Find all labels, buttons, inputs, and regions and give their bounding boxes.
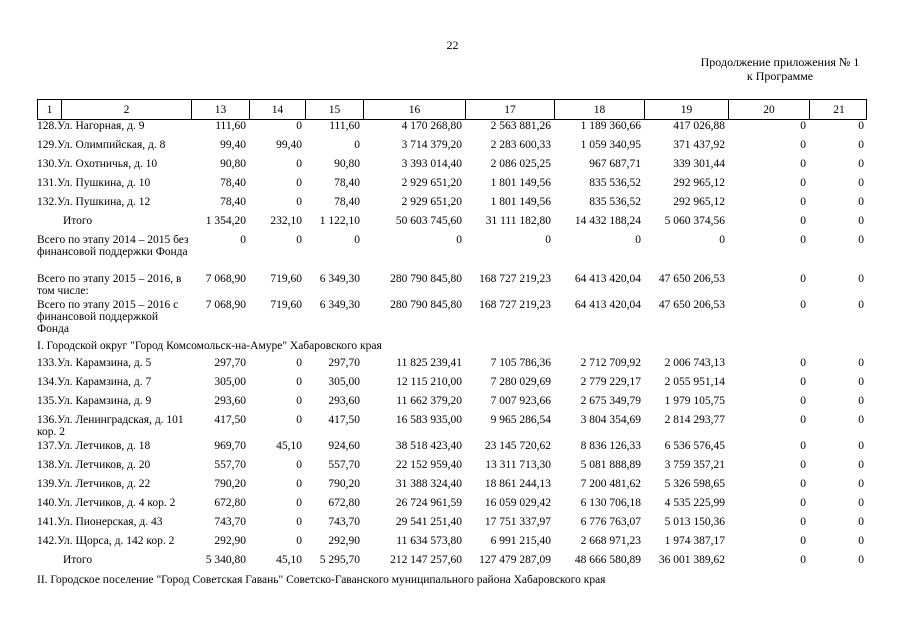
cell-c17: 168 727 219,23 (479, 273, 551, 285)
cell-c13: 305,00 (214, 376, 246, 388)
cell-c15: 297,70 (328, 357, 360, 369)
cell-c14: 232,10 (270, 215, 302, 227)
column-header-13: 13 (192, 100, 250, 119)
table-row (37, 459, 867, 471)
cell-c15: 6 349,30 (319, 299, 360, 311)
cell-c20: 0 (800, 535, 806, 547)
row-name: 139.Ул. Летчиков, д. 22 (37, 478, 151, 490)
cell-c13: 5 340,80 (205, 554, 246, 566)
cell-c15: 293,60 (328, 395, 360, 407)
cell-c17: 2 086 025,25 (490, 158, 551, 170)
table-row (37, 139, 867, 151)
cell-c21: 0 (858, 215, 864, 227)
cell-c15: 305,00 (328, 376, 360, 388)
cell-c16: 2 929 651,20 (401, 177, 462, 189)
row-name: 134.Ул. Карамзина, д. 7 (37, 376, 152, 388)
cell-c21: 0 (858, 459, 864, 471)
header-note-line2: к Программе (746, 69, 814, 83)
cell-c16: 38 518 423,40 (395, 440, 462, 452)
cell-c14: 0 (296, 120, 302, 132)
cell-c20: 0 (800, 273, 806, 285)
cell-c18: 2 675 349,79 (580, 395, 641, 407)
cell-c17: 16 059 029,42 (484, 497, 551, 509)
cell-c14: 45,10 (276, 440, 302, 452)
cell-c17: 13 311 713,30 (485, 459, 551, 471)
cell-c16: 50 603 745,60 (395, 215, 462, 227)
cell-c21: 0 (858, 535, 864, 547)
cell-c18: 48 666 580,89 (574, 554, 641, 566)
cell-c16: 11 825 239,41 (396, 357, 462, 369)
cell-c17: 6 991 215,40 (490, 535, 551, 547)
column-header-15: 15 (306, 100, 364, 119)
cell-c17: 7 280 029,69 (490, 376, 551, 388)
column-header-1: 1 (38, 100, 62, 119)
cell-c17: 7 105 786,36 (490, 357, 551, 369)
cell-c15: 1 122,10 (319, 215, 360, 227)
cell-c18: 7 200 481,62 (580, 478, 641, 490)
table-row (37, 497, 867, 509)
cell-c14: 45,10 (276, 554, 302, 566)
row-name: Всего по этапу 2015 – 2016 с финансовой поддержкой Фонда (37, 299, 179, 335)
cell-c19: 371 437,92 (673, 139, 725, 151)
row-name: 129.Ул. Олимпийская, д. 8 (37, 139, 166, 151)
cell-c15: 111,60 (329, 120, 360, 132)
column-header-row-wrap (37, 99, 867, 120)
cell-c21: 0 (858, 273, 864, 285)
column-header-20: 20 (729, 100, 810, 119)
cell-c19: 5 326 598,65 (664, 478, 725, 490)
cell-c20: 0 (800, 459, 806, 471)
cell-c20: 0 (800, 478, 806, 490)
table-row (37, 215, 867, 227)
cell-c16: 16 583 935,00 (395, 414, 462, 426)
cell-c15: 0 (354, 234, 360, 246)
row-name: Итого (63, 554, 93, 566)
cell-c13: 292,90 (214, 535, 246, 547)
cell-c17: 17 751 337,97 (484, 516, 551, 528)
cell-c13: 743,70 (214, 516, 246, 528)
cell-c14: 0 (296, 177, 302, 189)
row-name: 135.Ул. Карамзина, д. 9 (37, 395, 152, 407)
cell-c14: 0 (296, 234, 302, 246)
cell-c13: 0 (240, 234, 246, 246)
table-row (37, 440, 867, 452)
cell-c15: 557,70 (328, 459, 360, 471)
cell-c16: 22 152 959,40 (395, 459, 462, 471)
cell-c13: 293,60 (214, 395, 246, 407)
cell-c21: 0 (858, 357, 864, 369)
cell-c15: 924,60 (328, 440, 360, 452)
row-name: Итого (63, 215, 93, 227)
cell-c16: 212 147 257,60 (390, 554, 462, 566)
cell-c19: 5 060 374,56 (664, 215, 725, 227)
cell-c15: 5 295,70 (319, 554, 360, 566)
table-row (37, 395, 867, 407)
cell-c16: 280 790 845,80 (390, 299, 462, 311)
cell-c20: 0 (800, 177, 806, 189)
cell-c15: 90,80 (334, 158, 360, 170)
cell-c15: 743,70 (328, 516, 360, 528)
cell-c21: 0 (858, 395, 864, 407)
cell-c13: 78,40 (220, 196, 246, 208)
table-row (37, 234, 867, 258)
cell-c20: 0 (800, 215, 806, 227)
column-header-18: 18 (555, 100, 645, 119)
cell-c17: 7 007 923,66 (490, 395, 551, 407)
cell-c15: 78,40 (334, 196, 360, 208)
section-heading-1: I. Городской округ "Город Комсомольск-на-Амуре" Хабаровского края (37, 340, 382, 352)
cell-c14: 99,40 (276, 139, 302, 151)
cell-c17: 9 965 286,54 (490, 414, 551, 426)
cell-c18: 64 413 420,04 (574, 299, 641, 311)
row-name: 128.Ул. Нагорная, д. 9 (37, 120, 145, 132)
cell-c16: 2 929 651,20 (401, 196, 462, 208)
cell-c18: 14 432 188,24 (574, 215, 641, 227)
cell-c20: 0 (800, 139, 806, 151)
cell-c16: 29 541 251,40 (395, 516, 462, 528)
cell-c17: 2 283 600,33 (490, 139, 551, 151)
cell-c19: 47 650 206,53 (658, 273, 725, 285)
cell-c19: 3 759 357,21 (664, 459, 725, 471)
cell-c16: 11 662 379,20 (396, 395, 462, 407)
column-header-21: 21 (833, 103, 845, 116)
row-name: 138.Ул. Летчиков, д. 20 (37, 459, 151, 471)
cell-c17: 2 563 881,26 (490, 120, 551, 132)
cell-c20: 0 (800, 395, 806, 407)
cell-c19: 2 814 293,77 (664, 414, 725, 426)
row-name: 136.Ул. Ленинградская, д. 101 кор. 2 (37, 414, 184, 438)
cell-c18: 6 776 763,07 (580, 516, 641, 528)
cell-c16: 280 790 845,80 (390, 273, 462, 285)
cell-c13: 90,80 (220, 158, 246, 170)
row-name: 140.Ул. Летчиков, д. 4 кор. 2 (37, 497, 176, 509)
cell-c21: 0 (858, 120, 864, 132)
row-name: 132.Ул. Пушкина, д. 12 (37, 196, 151, 208)
cell-c18: 6 130 706,18 (580, 497, 641, 509)
cell-c17: 127 479 287,09 (479, 554, 551, 566)
cell-c19: 339 301,44 (673, 158, 725, 170)
cell-c19: 47 650 206,53 (658, 299, 725, 311)
cell-c20: 0 (800, 234, 806, 246)
cell-c20: 0 (800, 414, 806, 426)
header-note (680, 55, 880, 83)
cell-c17: 31 111 182,80 (485, 215, 551, 227)
table-row (37, 414, 867, 438)
cell-c21: 0 (858, 158, 864, 170)
cell-c14: 0 (296, 414, 302, 426)
cell-c19: 292 965,12 (673, 196, 725, 208)
cell-c17: 1 801 149,56 (490, 196, 551, 208)
cell-c14: 0 (296, 196, 302, 208)
cell-c21: 0 (858, 497, 864, 509)
table-row (37, 273, 867, 297)
column-header-17: 17 (466, 100, 555, 119)
cell-c13: 417,50 (214, 414, 246, 426)
table-row (37, 196, 867, 208)
table-row (37, 376, 867, 388)
cell-c21: 0 (858, 414, 864, 426)
cell-c20: 0 (800, 158, 806, 170)
cell-c16: 3 393 014,40 (401, 158, 462, 170)
cell-c19: 2 006 743,13 (664, 357, 725, 369)
cell-c18: 1 189 360,66 (580, 120, 641, 132)
cell-c18: 2 668 971,23 (580, 535, 641, 547)
cell-c16: 4 170 268,80 (401, 120, 462, 132)
cell-c15: 6 349,30 (319, 273, 360, 285)
row-name: 137.Ул. Летчиков, д. 18 (37, 440, 151, 452)
cell-c21: 0 (858, 554, 864, 566)
cell-c20: 0 (800, 497, 806, 509)
row-name: Всего по этапу 2014 – 2015 без финансовой поддержки Фонда (37, 234, 189, 258)
cell-c14: 0 (296, 516, 302, 528)
cell-c21: 0 (858, 234, 864, 246)
cell-c13: 1 354,20 (205, 215, 246, 227)
cell-c19: 0 (719, 234, 725, 246)
row-name: 142.Ул. Щорса, д. 142 кор. 2 (37, 535, 175, 547)
cell-c16: 3 714 379,20 (401, 139, 462, 151)
cell-c19: 36 001 389,62 (658, 554, 725, 566)
cell-c19: 417 026,88 (673, 120, 725, 132)
row-name: 131.Ул. Пушкина, д. 10 (37, 177, 151, 189)
cell-c14: 0 (296, 478, 302, 490)
cell-c15: 417,50 (328, 414, 360, 426)
row-name: 130.Ул. Охотничья, д. 10 (37, 158, 158, 170)
cell-c17: 18 861 244,13 (484, 478, 551, 490)
cell-c21: 0 (858, 440, 864, 452)
cell-c18: 835 536,52 (589, 177, 641, 189)
row-name: 141.Ул. Пионерская, д. 43 (37, 516, 163, 528)
cell-c14: 0 (296, 497, 302, 509)
cell-c21: 0 (858, 299, 864, 311)
cell-c14: 0 (296, 459, 302, 471)
table-row (37, 535, 867, 547)
cell-c15: 790,20 (328, 478, 360, 490)
section-heading-2: II. Городское поселение "Город Советская Гавань" Советско-Гаванского муниципального района Хабаровского края (37, 574, 606, 586)
cell-c20: 0 (800, 120, 806, 132)
cell-c20: 0 (800, 554, 806, 566)
cell-c14: 0 (296, 395, 302, 407)
cell-c21: 0 (858, 139, 864, 151)
cell-c15: 0 (354, 139, 360, 151)
cell-c21: 0 (858, 196, 864, 208)
cell-c20: 0 (800, 376, 806, 388)
row-name: 133.Ул. Карамзина, д. 5 (37, 357, 152, 369)
cell-c18: 64 413 420,04 (574, 273, 641, 285)
column-header-19: 19 (645, 100, 729, 119)
table-row (37, 177, 867, 189)
cell-c13: 7 068,90 (205, 299, 246, 311)
table-row (37, 357, 867, 369)
cell-c18: 2 779 229,17 (580, 376, 641, 388)
cell-c18: 3 804 354,69 (580, 414, 641, 426)
cell-c19: 292 965,12 (673, 177, 725, 189)
header-note-line1: Продолжение приложения № 1 (700, 55, 860, 69)
row-name: Всего по этапу 2015 – 2016, в том числе: (37, 273, 182, 297)
cell-c13: 78,40 (220, 177, 246, 189)
cell-c19: 1 979 105,75 (664, 395, 725, 407)
cell-c18: 835 536,52 (589, 196, 641, 208)
table-row (37, 478, 867, 490)
cell-c17: 1 801 149,56 (490, 177, 551, 189)
cell-c13: 99,40 (220, 139, 246, 151)
cell-c13: 969,70 (214, 440, 246, 452)
table-row (37, 299, 867, 335)
cell-c20: 0 (800, 196, 806, 208)
cell-c17: 23 145 720,62 (484, 440, 551, 452)
cell-c14: 719,60 (270, 299, 302, 311)
cell-c19: 2 055 951,14 (664, 376, 725, 388)
cell-c15: 672,80 (328, 497, 360, 509)
cell-c13: 557,70 (214, 459, 246, 471)
cell-c13: 790,20 (214, 478, 246, 490)
cell-c13: 111,60 (215, 120, 246, 132)
cell-c13: 7 068,90 (205, 273, 246, 285)
cell-c17: 168 727 219,23 (479, 299, 551, 311)
column-header-16: 16 (364, 100, 466, 119)
cell-c19: 4 535 225,99 (664, 497, 725, 509)
cell-c13: 672,80 (214, 497, 246, 509)
cell-c14: 0 (296, 158, 302, 170)
column-header-row (37, 99, 867, 120)
cell-c21: 0 (858, 478, 864, 490)
cell-c14: 0 (296, 357, 302, 369)
cell-c18: 1 059 340,95 (580, 139, 641, 151)
cell-c18: 967 687,71 (589, 158, 641, 170)
cell-c14: 719,60 (270, 273, 302, 285)
table-row (37, 120, 867, 132)
cell-c18: 8 836 126,33 (580, 440, 641, 452)
cell-c18: 5 081 888,89 (580, 459, 641, 471)
cell-c17: 0 (545, 234, 551, 246)
cell-c14: 0 (296, 376, 302, 388)
cell-c16: 12 115 210,00 (396, 376, 462, 388)
column-header-14: 14 (250, 100, 306, 119)
cell-c20: 0 (800, 299, 806, 311)
cell-c21: 0 (858, 516, 864, 528)
cell-c20: 0 (800, 440, 806, 452)
cell-c15: 292,90 (328, 535, 360, 547)
cell-c19: 6 536 576,45 (664, 440, 725, 452)
cell-c14: 0 (296, 535, 302, 547)
table-row (37, 158, 867, 170)
column-header-2: 2 (62, 100, 192, 119)
cell-c20: 0 (800, 357, 806, 369)
cell-c16: 0 (456, 234, 462, 246)
cell-c20: 0 (800, 516, 806, 528)
cell-c16: 11 634 573,80 (396, 535, 462, 547)
cell-c19: 5 013 150,36 (664, 516, 725, 528)
page-number: 22 (446, 38, 459, 52)
cell-c18: 2 712 709,92 (580, 357, 641, 369)
cell-c16: 26 724 961,59 (395, 497, 462, 509)
cell-c19: 1 974 387,17 (664, 535, 725, 547)
cell-c21: 0 (858, 177, 864, 189)
cell-c16: 31 388 324,40 (395, 478, 462, 490)
table-row (37, 554, 867, 566)
cell-c15: 78,40 (334, 177, 360, 189)
cell-c13: 297,70 (214, 357, 246, 369)
cell-c21: 0 (858, 376, 864, 388)
cell-c18: 0 (635, 234, 641, 246)
table-row (37, 516, 867, 528)
